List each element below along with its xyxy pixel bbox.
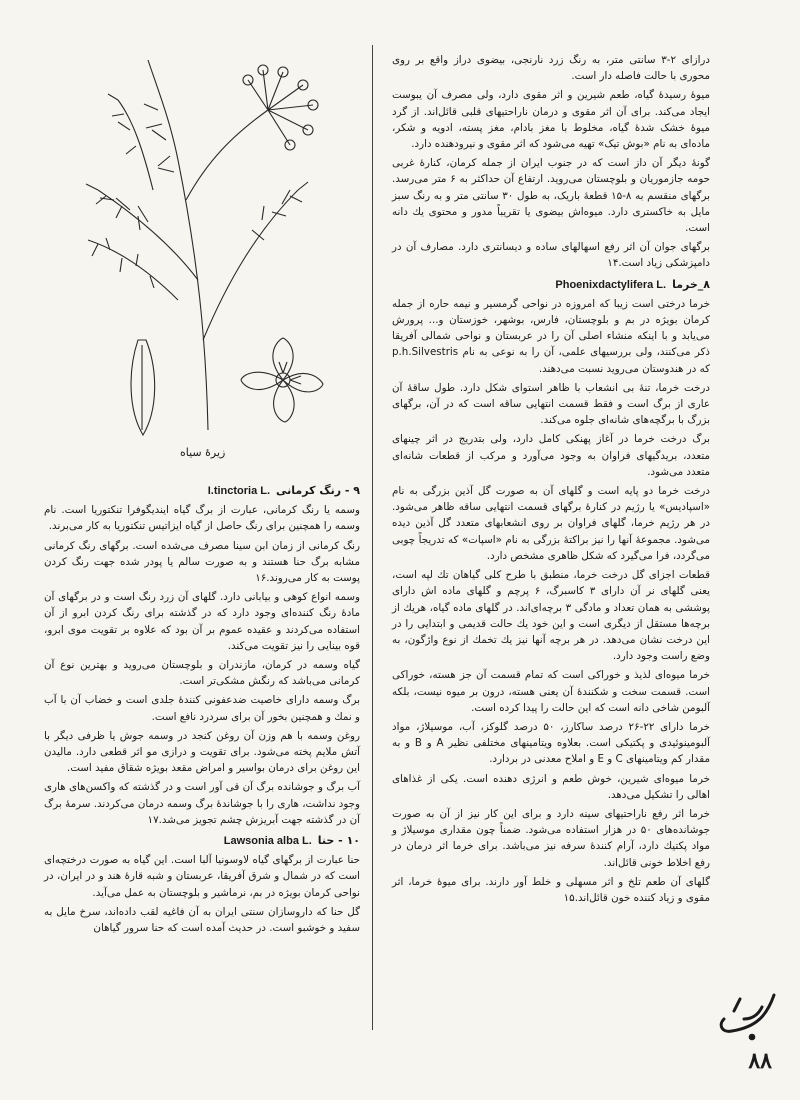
khorma-paragraph: برگ درخت خرما در آغاز پهنکی کامل دارد، ولی بتدریج در اثر چینهای متعدد، بریدگیهای فراوان به وجود می‌آورد و مرکب از قطعات شانه‌ای متعدد می‌شود.	[392, 433, 710, 478]
intro-paragraph: گونهٔ دیگر آن داز است که در جنوب ایران از جمله کرمان، کنارهٔ غربی حومه جازموریان و بلوچستان می‌روید. ارتفاع آن حداکثر به ۶ متر می‌رسد. برگهای منقسم به ۸-۱۵ قطعهٔ باریک، به طول ۳۰ سانتی متر و به رنگ سبز مایل به خاکستری دارد. میوه‌اش بیضوی یا تقریباً مدور و محتوی یك دانه است.	[392, 157, 711, 235]
hena-paragraph: حنا عبارت از برگهای گیاه لاوسونیا آلبا است. این گیاه به صورت درختچه‌ای است که در شمال و شرق آفریقا، عربستان و شبه قارهٔ هند و در ایران، در نواحی کرمان بویژه در بم، نرماشیر و بلوچستان به عمل می‌آید.	[44, 854, 360, 899]
illustration-caption: زیرهٔ سیاه	[180, 446, 226, 459]
hena-paragraph: گل حنا که داروسازان سنتی ایران به آن فاغیه لقب داده‌اند، سرخ مایل به سفید و خوشبو است. در حدیث آمده است که حنا سرور گیاهان	[44, 905, 360, 935]
heading-latin: Lawsonia alba L.	[223, 835, 312, 848]
flower	[241, 338, 323, 422]
main-stem	[148, 60, 208, 430]
heading-number: ۸_خرما	[672, 277, 710, 291]
vasmeh-paragraph: وسمه یا رنگ کرمانی، عبارت از برگ گیاه ایندیگوفرا تنکتوریا است. نام وسمه را همچنین برای رنگ حاصل از گیاه ایزاتیس تنکتوریا به کار می‌برند.	[44, 504, 360, 533]
kerman-logo	[712, 985, 782, 1045]
right-text-column	[392, 52, 710, 909]
heading-latin: Phoenixdactylifera L.	[555, 278, 667, 291]
khorma-paragraph: خرما دارای ۲۲-۲۶ درصد ساکارز، ۵۰ درصد گلوکز، آب، موسیلاژ، مواد آلبومینوئیدی و پکتیکی است. بعلاوه ویتامینهای مختلفی نظیر A و B و به مقدار کم ویتامینهای C و E و املاح معدنی در بردارد.	[392, 720, 710, 766]
section-heading-khorma	[392, 277, 710, 293]
khorma-paragraph: قطعات اجزای گل درخت خرما، منطبق با طرح کلی گیاهان تك لپه است، یعنی گلهای نر آن دارای ۳ کاسبرگ، ۶ پرچم و گلهای ماده اش دارای پوششی به همان تعداد و مادگی ۳ برچه‌ای‌اند. در گلهای ماده گیاه، هریك از برچه‌ها مستقل از دیگری است و این خود یك حالت قدیمی و ابتدایی را در این درخت نشان می‌دهد. در هر برچه آنها نیز یك تخمك از نوع واژگون، به وضع راست وجود دارد.	[392, 569, 711, 663]
khorma-paragraph: خرما درختی است زیبا که امروزه در نواحی گرمسیر و نیمه حاره از جمله کرمان بویژه در بم و بلوچستان، فارس، بوشهر، خوزستان و... پرورش می‌یابد و با اینکه منشاء اصلی آن را در عربستان و نواحی شمالی آفریقا ذکر می‌کنند، ولی بررسیهای علمی، آن را به نوعی به نام p.h.Silvestris که در هندوستان می‌روید نسبت می‌دهند.	[392, 297, 710, 375]
heading-number: ۹ - رنگ کرمانی	[276, 484, 360, 497]
seed-pod	[131, 340, 155, 435]
vasmeh-paragraphs	[44, 502, 360, 828]
intro-paragraph: میوهٔ رسیدهٔ گیاه، طعم شیرین و اثر مقوی دارد، ولی مصرف آن یبوست ایجاد می‌کند. برای آن اثر مقوی و درمان ناراحتیهای قلبی قائل‌اند. از گرد میوهٔ خشک شدهٔ گیاه، مخلوط با مغز بادام، مغز پسته، ادویه و شکر، ماده‌ای به نام «بوش تیک» تهیه می‌شود که اثر مقوی و نیرودهنده دارد.	[392, 89, 710, 151]
vasmeh-paragraph: روغن وسمه با هم وزن آن روغن کنجد در وسمه جوش یا ظرفی دیگر با آتش ملایم پخته می‌شود. برای تقویت و درازی مو اثر قطعی دارد. مالیدن این روغن برای درمان بواسیر و امراض مقعد بویژه شقاق مفید است.	[44, 729, 360, 775]
vasmeh-paragraph: وسمه انواع کوهی و بیابانی دارد. گلهای آن زرد رنگ است و در برگهای آن مادهٔ رنگ کننده‌ای وجود دارد که در گذشته برای رنگ کردن ابرو از آن استفاده می‌کردند و عقیده عموم بر آن بود که علاوه بر تقویت موی ابرو، قوه بینایی را نیز تقویت می‌کند.	[44, 591, 360, 652]
vasmeh-paragraph: آب برگ و جوشانده برگ آن قی آور است و در گذشته که واکسن‌های هاری وجود نداشت، هاری را با جوشاندهٔ برگ وسمه درمان می‌کردند. سرمهٔ برگ آن در گذشته جهت آبریزش چشم تجویز می‌شد.۱۷	[44, 781, 360, 826]
intro-paragraph: برگهای جوان آن اثر رفع اسهالهای ساده و دیسانتری دارد. مصارف آن در دامپزشکی زیاد است.۱۴	[392, 241, 710, 270]
intro-paragraph: درازای ۲-۳ سانتی متر، به رنگ زرد نارنجی، بیضوی دراز واقع بر روی محوری با حالت فاصله دار است.	[392, 54, 710, 83]
khorma-paragraph: خرما اثر رفع ناراحتیهای سینه دارد و برای این کار نیز از آن به صورت جوشانده‌های ۵۰ در هزار استفاده می‌شود. ضمناً چون مقداری موسیلاژ و مواد پکتیك دارد، آرام کنندهٔ سرفه نیز می‌باشد. برای خرما اثر درمان در رفع اخلاط خونی قائل‌اند.	[392, 807, 711, 869]
column-divider	[372, 45, 373, 1030]
left-text-column	[44, 478, 360, 939]
vasmeh-paragraph: رنگ کرمانی از زمان ابن سینا مصرف می‌شده است. برگهای رنگ کرمانی مشابه برگ حنا هستند و به صورت سالم یا پودر شده جهت رنگ کردن پوست به کار می‌روند.۱۶	[44, 539, 360, 585]
heading-latin: I.tinctoria L.	[207, 485, 271, 497]
vasmeh-paragraph: برگ وسمه دارای خاصیت ضدعفونی کنندهٔ جلدی است و خضاب آن با آب و نمك و همچنین بخور آن برای سردرد نافع است.	[44, 694, 360, 723]
vasmeh-paragraph: گیاه وسمه در کرمان، مازندران و بلوچستان می‌روید و بهترین نوع آن کرمانی می‌باشد که رنگش مشکی‌تر است.	[44, 659, 360, 688]
khorma-paragraph: خرما میوه‌ای شیرین، خوش طعم و انرژی دهنده است. یکی از غذاهای اهالی را تشکیل می‌دهد.	[392, 772, 710, 801]
khorma-paragraph: درخت خرما دو پایه است و گلهای آن به صورت گل آذین بزرگی به نام «اسپادیس» یا رژیم در کنارهٔ برگهای قسمت انتهایی ساقه ظاهر می‌شود. در هر رژیم خرما، گلهای فراوان بر روی انشعابهای متعدد گل آذین دیده می‌شود. مجموعهٔ آنها را نیز براکتهٔ بزرگی به نام «اسپات» که تدریجاً چوبی می‌گردد، فرا می‌گیرد که شکل ظاهری مشخص دارد.	[392, 485, 710, 562]
khorma-paragraph: گلهای آن طعم تلخ و اثر مسهلی و خلط آور دارند. برای میوهٔ خرما، اثر مقوی و زیاد کننده خون قائل‌اند.۱۵	[392, 875, 710, 904]
hena-paragraphs	[44, 852, 360, 936]
section-heading-vasmeh	[44, 483, 360, 499]
khorma-paragraphs	[392, 296, 710, 906]
khorma-paragraph: خرما میوه‌ای لذیذ و خوراکی است که تمام قسمت آن جز هسته، خوراکی است. قسمت سخت و شکنندهٔ آن یعنی هسته، درون بر میوه نیست، بلکه آلبومن شاخی دانه است که این حالت را پیدا کرده است.	[392, 669, 710, 714]
svg-text:کرمان: کرمان	[744, 1043, 747, 1044]
heading-number: ۱۰ - حنا	[317, 834, 360, 848]
khorma-paragraph: درخت خرما، تنهٔ بی انشعاب با ظاهر استوای شکل دارد. طول ساقهٔ آن عاری از برگ است و فقط قسمت انتهایی ساقه است که در آن، برگهای بزرگ با برگچه‌های شانه‌ای جلوه می‌کند.	[392, 381, 710, 427]
section-heading-hena	[44, 833, 360, 849]
page-number: ۸۸	[748, 1048, 772, 1074]
black-cumin-illustration	[58, 40, 358, 440]
right-top-paragraphs	[392, 52, 710, 272]
